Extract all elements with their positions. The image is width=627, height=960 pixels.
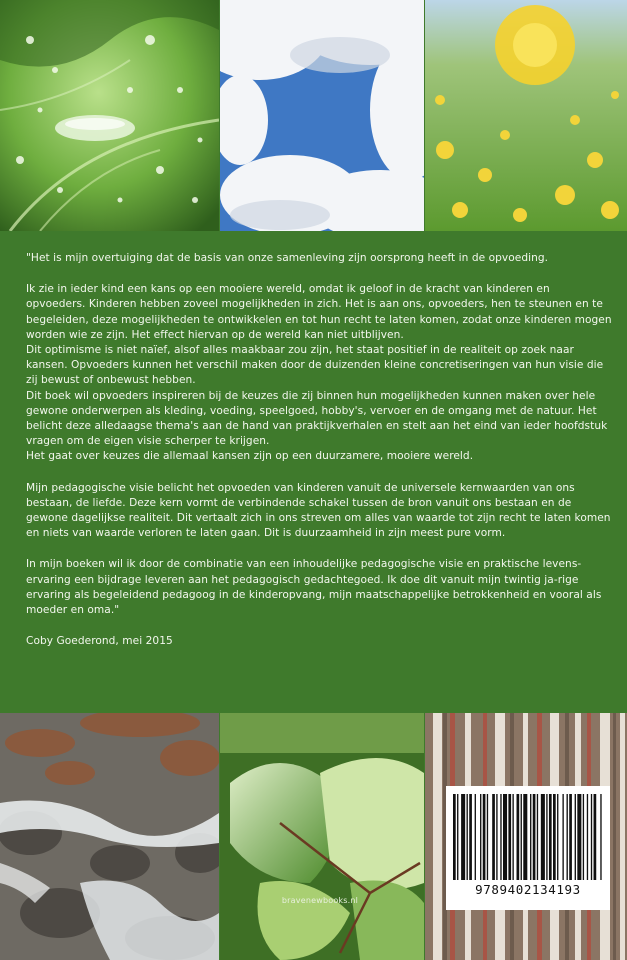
quote-paragraph-2d: Het gaat over keuzes die allemaal kansen zijn op een duurzamere, mooiere wereld. bbox=[26, 450, 474, 463]
barcode-bars bbox=[453, 794, 603, 880]
green-leaves-photo bbox=[220, 713, 424, 960]
back-cover-text bbox=[26, 251, 612, 665]
quote-paragraph-2c: Dit boek wil opvoeders inspireren bij de keuzes die zij binnen hun mogelijkheden kunnen maken over hele gewone onderwerpen als kleding, voeding, speelgoed, hobby's, vervoer en de omgang met de natuur. Het belicht deze alledaagse thema's aan de hand van praktijkverhalen en stelt aan het eind van ieder hoofdstuk vragen om de eigen visie scherper te krijgen. bbox=[26, 389, 608, 448]
yellow-flowers-photo bbox=[425, 0, 627, 231]
quote-paragraph-4: In mijn boeken wil ik door de combinatie van een inhoudelijke pedagogische visie en praktische levens-ervaring een bijdrage leveren aan het pedagogisch gedachtegoed. Ik doe dit vanuit mijn twintig ja-rige ervaring als begeleidend pedagoog in de kinderopvang, mijn maatschappelijke betrokkenheid en vooral als moeder en oma." bbox=[26, 558, 602, 617]
leaf-dewdrops-photo bbox=[0, 0, 219, 231]
quote-paragraph-1: "Het is mijn overtuiging dat de basis van onze samenleving zijn oorsprong heeft in de opvoeding. bbox=[26, 252, 549, 264]
author-signature: Coby Goederond, mei 2015 bbox=[26, 635, 173, 648]
publisher-url: bravenewbooks.nl bbox=[281, 896, 359, 905]
quote-paragraph-2a: Ik zie in ieder kind een kans op een mooiere wereld, omdat ik geloof in de kracht van kinderen en opvoeders. Kinderen hebben zoveel mogelijkheden in zich. Het is aan ons, opvoeders, hen te steunen en te begeleiden, deze mogelijkheden te ontwikkelen en tot hun recht te laten komen, zodat onze kinderen mogen worden wie ze zijn. Het effect hiervan op de wereld kan niet uitblijven. bbox=[26, 283, 612, 341]
rocky-stream-photo bbox=[0, 713, 219, 960]
sky-clouds-photo bbox=[220, 0, 424, 231]
isbn-number: 9789402134193 bbox=[475, 882, 581, 897]
isbn-barcode bbox=[446, 786, 610, 910]
quote-paragraph-3: Mijn pedagogische visie belicht het opvoeden van kinderen vanuit de universele kernwaarden van ons bestaan, de liefde. Deze kern vormt de verbindende schakel tussen de bron vanuit ons bestaan en de gewone dagelijkse realiteit. Dit vertaalt zich in ons streven om alles van waarde tot zijn recht te laten komen en niets van waarde verloren te laten gaan. Dit is duurzaamheid in zijn meest pure vorm. bbox=[26, 481, 611, 540]
quote-paragraph-2b: Dit optimisme is niet naïef, alsof alles maakbaar zou zijn, het staat positief in de realiteit op zoek naar kansen. Opvoeders kunnen het verschil maken door de duizenden kleine concretiseringen van hun visie die zij bewust of onbewust hebben. bbox=[26, 344, 604, 387]
